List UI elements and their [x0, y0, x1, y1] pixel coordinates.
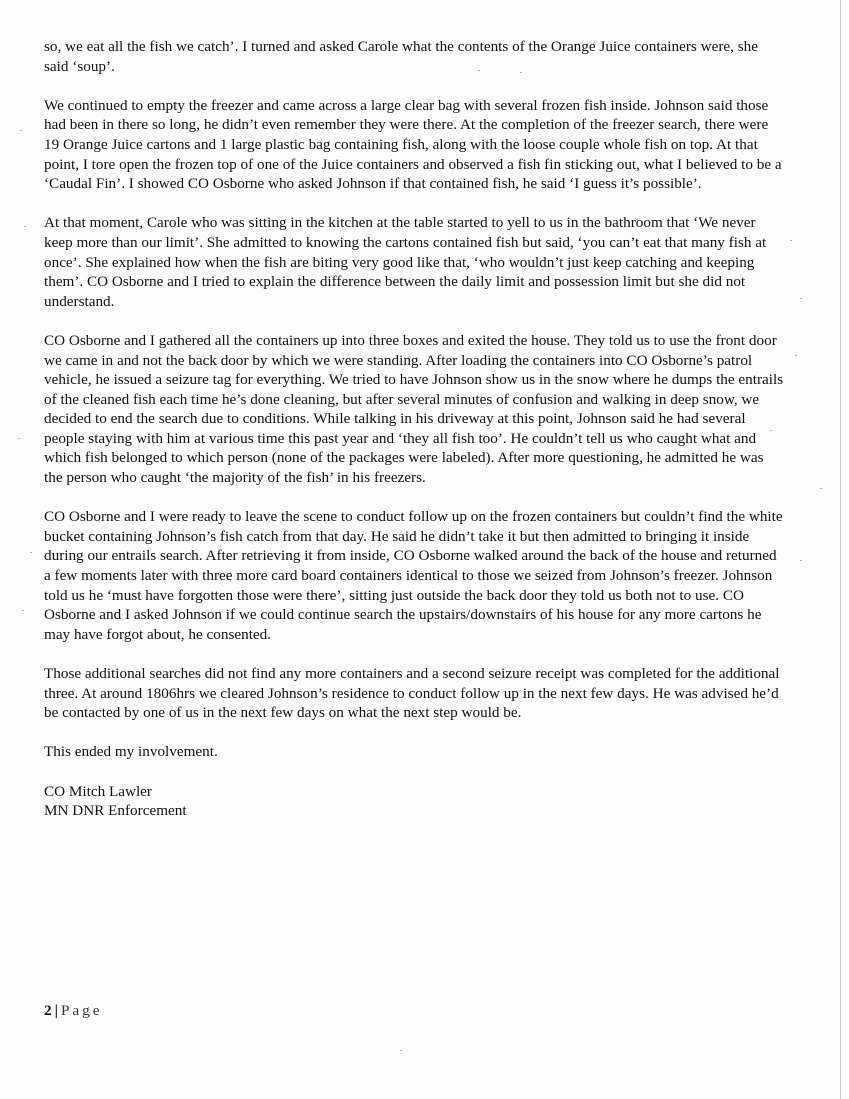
scan-speckle	[790, 240, 792, 241]
paragraph-freezer-search: We continued to empty the freezer and came across a large clear bag with several frozen fish inside. Johnson said those had been in there so long, he didn’t even remember they were there. At the completion of the freezer search, there were 19 Orange Juice cartons and 1 large plastic bag containing fish, along with the loose couple whole fish on top. At that point, I tore open the frozen top of one of the Juice containers and observed a fish fin sticking out, what I believed to be a ‘Caudal Fin’. I showed CO Osborne who asked Johnson if that contained fish, he said ‘I guess it’s possible’.	[44, 96, 782, 193]
scan-speckle	[400, 1050, 402, 1051]
paragraph-soup-answer: so, we eat all the fish we catch’. I turned and asked Carole what the contents of the Orange Juice containers were, she said ‘soup’.	[44, 38, 758, 75]
paragraph-second-receipt: Those additional searches did not find any more containers and a second seizure receipt was completed for the additional three. At around 1806hrs we cleared Johnson’s residence to conduct follow up in the next few days. He was advised he’d be contacted by one of us in the next few days on what the next step would be.	[44, 665, 780, 722]
page-footer	[44, 1001, 102, 1021]
signature-block	[44, 782, 784, 821]
paragraph-additional-containers: CO Osborne and I were ready to leave the scene to conduct follow up on the frozen containers but couldn’t find the white bucket containing Johnson’s fish catch from that day. He said he didn’t take it but then admitted to bringing it inside during our entrails search. After retrieving it from inside, CO Osborne walked around the back of the house and returned a few moments later with three more card board containers identical to those we seized from Johnson’s freezer. Johnson told us he ‘must have forgotten those were there’, sitting just outside the back door they told us both not to use. CO Osborne and I asked Johnson if we could continue search the upstairs/downstairs of his house for any more cartons he may have forgot about, he consented.	[44, 508, 783, 643]
scan-speckle	[800, 560, 802, 561]
scan-speckle	[520, 72, 522, 73]
scan-speckle	[20, 130, 22, 131]
scan-speckle	[820, 488, 822, 489]
paragraph-carole-statement: At that moment, Carole who was sitting in the kitchen at the table started to yell to us in the bathroom that ‘We never keep more than our limit’. She admitted to knowing the cartons contained fish but said, ‘you can’t eat that many fish at once’. She explained how when the fish are biting very good like that, ‘who wouldn’t just keep catching and keeping them’. CO Osborne and I tried to explain the difference between the daily limit and possession limit but she did not understand.	[44, 214, 767, 310]
scan-speckle	[22, 610, 24, 611]
page-label: Page	[60, 1002, 103, 1019]
footer-separator: |	[54, 1002, 58, 1019]
report-body	[44, 37, 784, 821]
scan-speckle	[24, 226, 26, 227]
paragraph-seizure: CO Osborne and I gathered all the containers up into three boxes and exited the house. They told us to use the front door we came in and not the back door by which we were standing. After loading the containers into CO Osborne’s patrol vehicle, he issued a seizure tag for everything. We tried to have Johnson show us in the snow where he dumps the entrails of the cleaned fish each time he’s done cleaning, but after several minutes of confusion and walking in deep snow, we decided to end the search due to conditions. While talking in his driveway at this point, Johnson said he had several people staying with him at various time this past year and ‘they all fish too’. He couldn’t tell us who caught what and which fish belonged to which person (none of the packages were labeled). After more questioning, he admitted he was the person who caught ‘the majority of the fish’ in his freezers.	[44, 331, 784, 487]
scan-speckle	[800, 298, 802, 299]
page-number: 2	[44, 1002, 52, 1019]
scan-speckle	[795, 355, 797, 356]
scan-edge-line	[840, 0, 841, 1099]
officer-name: CO Mitch Lawler	[44, 782, 152, 800]
agency-name: MN DNR Enforcement	[44, 802, 187, 820]
scan-speckle	[478, 70, 480, 71]
scan-speckle	[770, 430, 772, 431]
scan-speckle	[30, 552, 32, 553]
paragraph-conclusion: This ended my involvement.	[44, 743, 218, 761]
scan-speckle	[18, 438, 20, 439]
